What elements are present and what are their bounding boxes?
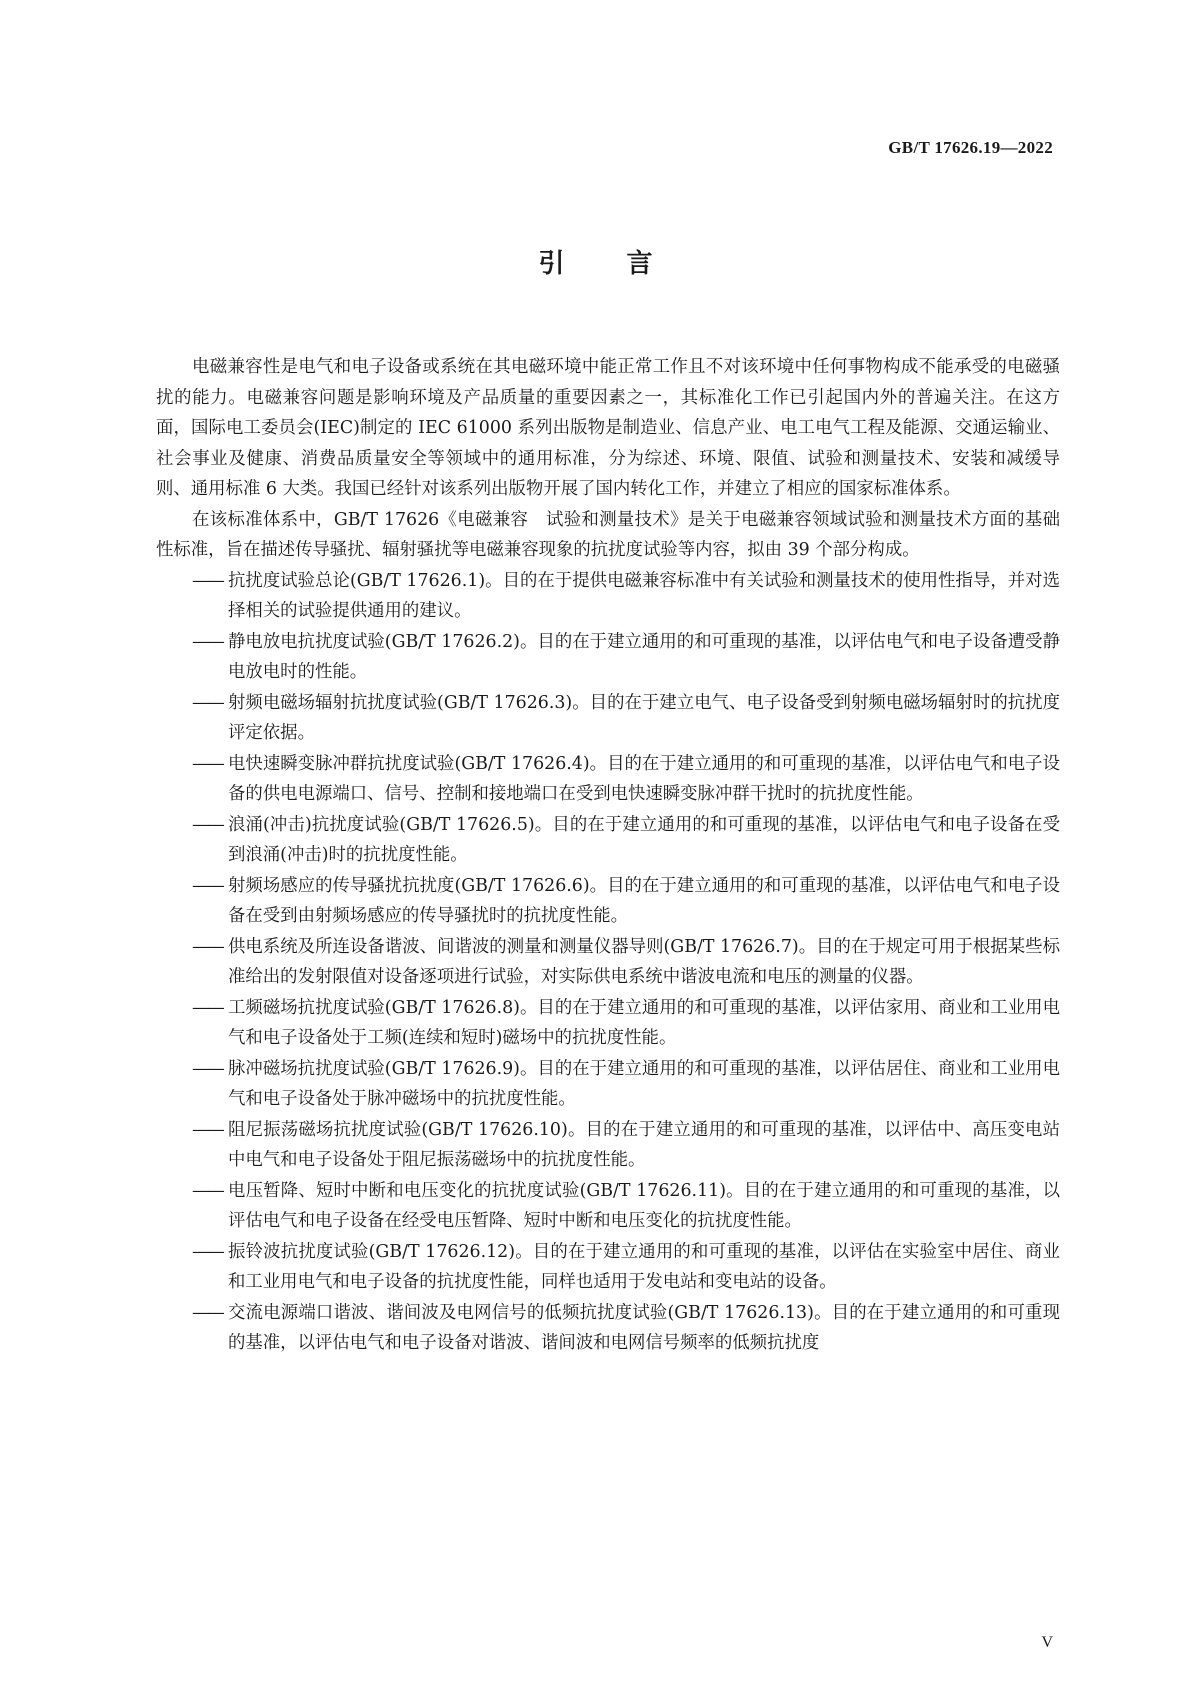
list-item-text: 阻尼振荡磁场抗扰度试验(GB/T 17626.10)。目的在于建立通用的和可重现的基准，以评估中、高压变电站中电气和电子设备处于阻尼振荡磁场中的抗扰度性能。 [228,1119,1060,1170]
list-item-text: 电压暂降、短时中断和电压变化的抗扰度试验(GB/T 17626.11)。目的在于建立通用的和可重现的基准，以评估电气和电子设备在经受电压暂降、短时中断和电压变化的抗扰度性能。 [228,1180,1060,1231]
list-item [156,932,1060,993]
list-item-text: 振铃波抗扰度试验(GB/T 17626.12)。目的在于建立通用的和可重现的基准，以评估在实验室中居住、商业和工业用电气和电子设备的抗扰度性能，同样也适用于发电站和变电站的设备。 [228,1241,1060,1292]
list-item [156,810,1060,871]
list-dash: —— [192,1302,223,1323]
list-dash: —— [192,997,223,1018]
list-dash: —— [192,753,223,774]
list-item-text: 电快速瞬变脉冲群抗扰度试验(GB/T 17626.4)。目的在于建立通用的和可重现的基准，以评估电气和电子设备的供电电源端口、信号、控制和接地端口在受到电快速瞬变脉冲群干扰时的抗扰度性能。 [228,753,1060,804]
list-dash: —— [192,875,223,896]
list-item [156,1176,1060,1237]
list-item [156,993,1060,1054]
page-number: V [1041,1634,1053,1651]
list-item-text: 射频场感应的传导骚扰抗扰度(GB/T 17626.6)。目的在于建立通用的和可重现的基准，以评估电气和电子设备在受到由射频场感应的传导骚扰时的抗扰度性能。 [228,875,1060,926]
list-item [156,627,1060,688]
list-item-text: 脉冲磁场抗扰度试验(GB/T 17626.9)。目的在于建立通用的和可重现的基准，以评估居住、商业和工业用电气和电子设备处于脉冲磁场中的抗扰度性能。 [228,1058,1060,1109]
list-dash: —— [192,1180,223,1201]
intro-paragraph: 在该标准体系中，GB/T 17626《电磁兼容 试验和测量技术》是关于电磁兼容领域试验和测量技术方面的基础性标准，旨在描述传导骚扰、辐射骚扰等电磁兼容现象的抗扰度试验等内容，拟由 39 个部分构成。 [156,509,1060,560]
list-dash: —— [192,1119,223,1140]
list-item-text: 静电放电抗扰度试验(GB/T 17626.2)。目的在于建立通用的和可重现的基准，以评估电气和电子设备遭受静电放电时的性能。 [228,631,1060,682]
list-item-text: 供电系统及所连设备谐波、间谐波的测量和测量仪器导则(GB/T 17626.7)。目的在于规定可用于根据某些标准给出的发射限值对设备逐项进行试验，对实际供电系统中谐波电流和电压的测量的仪器。 [228,936,1060,987]
list-dash: —— [192,570,223,591]
list-item-text: 交流电源端口谐波、谐间波及电网信号的低频抗扰度试验(GB/T 17626.13)。目的在于建立通用的和可重现的基准，以评估电气和电子设备对谐波、谐间波和电网信号频率的低频抗扰度 [228,1302,1060,1353]
list-dash: —— [192,631,223,652]
list-item-text: 工频磁场抗扰度试验(GB/T 17626.8)。目的在于建立通用的和可重现的基准，以评估家用、商业和工业用电气和电子设备处于工频(连续和短时)磁场中的抗扰度性能。 [228,997,1060,1048]
list-dash: —— [192,1241,223,1262]
list-item [156,1054,1060,1115]
list-item [156,566,1060,627]
list-dash: —— [192,1058,223,1079]
list-dash: —— [192,814,223,835]
list-item [156,871,1060,932]
list-item-text: 射频电磁场辐射抗扰度试验(GB/T 17626.3)。目的在于建立电气、电子设备受到射频电磁场辐射时的抗扰度评定依据。 [228,692,1060,743]
list-item [156,1298,1060,1359]
standard-code: GB/T 17626.19—2022 [888,138,1053,157]
list-item [156,688,1060,749]
list-item [156,749,1060,810]
list-item-text: 浪涌(冲击)抗扰度试验(GB/T 17626.5)。目的在于建立通用的和可重现的基准，以评估电气和电子设备在受到浪涌(冲击)时的抗扰度性能。 [228,814,1060,865]
document-body [156,352,1060,1359]
list-item-text: 抗扰度试验总论(GB/T 17626.1)。目的在于提供电磁兼容标准中有关试验和测量技术的使用性指导，并对选择相关的试验提供通用的建议。 [228,570,1060,621]
list-dash: —— [192,936,223,957]
list-dash: —— [192,692,223,713]
page-title: 引言 [538,249,715,279]
list-item [156,1237,1060,1298]
intro-paragraph: 电磁兼容性是电气和电子设备或系统在其电磁环境中能正常工作且不对该环境中任何事物构成不能承受的电磁骚扰的能力。电磁兼容问题是影响环境及产品质量的重要因素之一，其标准化工作已引起国内外的普遍关注。在这方面，国际电工委员会(IEC)制定的 IEC 61000 系列出版物是制造业、信息产业、电工电气工程及能源、交通运输业、社会事业及健康、消费品质量安全等领域中的通用标准，分为综述、环境、限值、试验和测量技术、安装和减缓导则、通用标准 6 大类。我国已经针对该系列出版物开展了国内转化工作，并建立了相应的国家标准体系。 [156,357,1060,499]
standard-parts-list [156,566,1060,1359]
list-item [156,1115,1060,1176]
